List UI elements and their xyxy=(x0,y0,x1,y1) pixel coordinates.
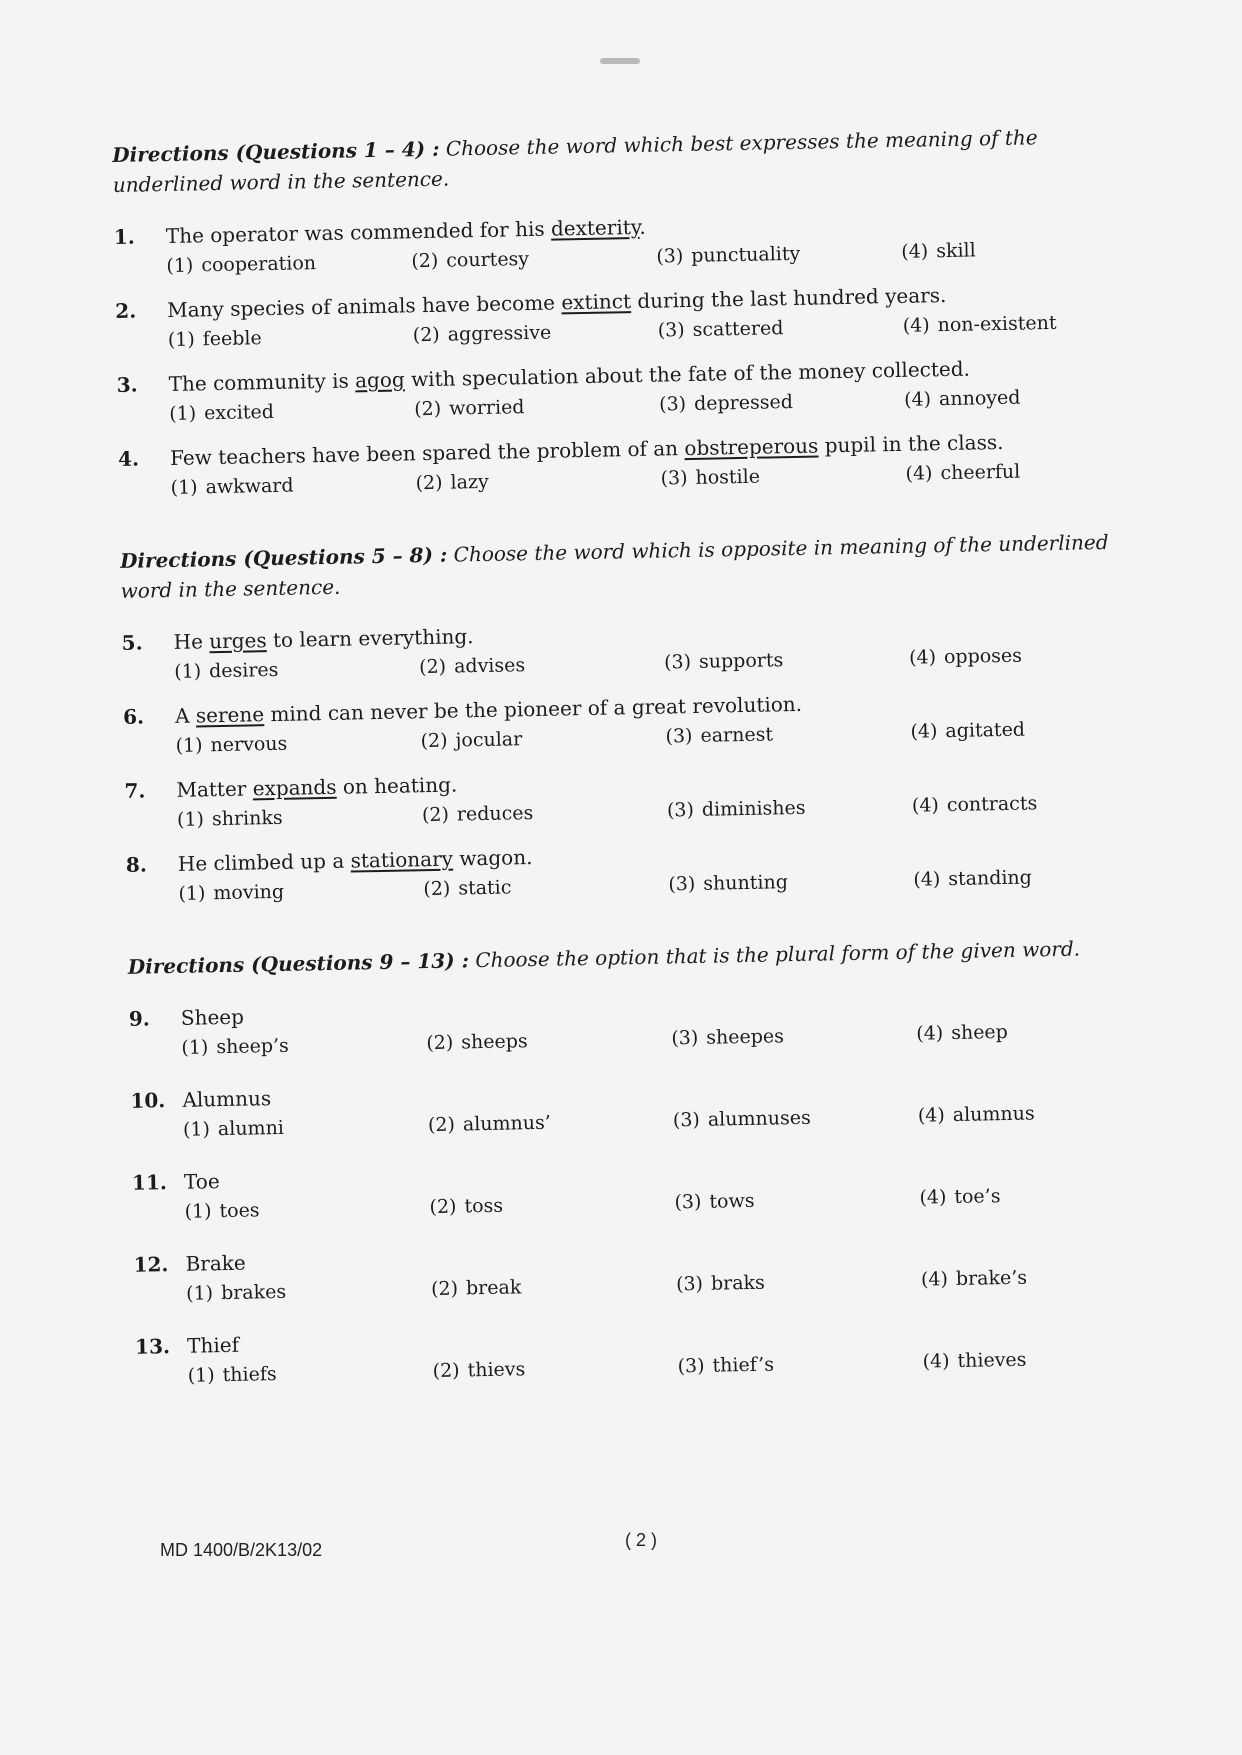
directions-title: Directions (Questions 1 – 4) : xyxy=(112,136,440,167)
option-3: (3) sheepes xyxy=(671,1025,785,1050)
option-2: (2) break xyxy=(430,1276,522,1301)
option-3: (3) depressed xyxy=(658,390,794,416)
option-3: (3) hostile xyxy=(660,465,761,490)
option-2: (2) thievs xyxy=(432,1358,526,1383)
option-4: (4) opposes xyxy=(908,644,1023,669)
option-3: (3) thief’s xyxy=(677,1353,775,1378)
question-10 xyxy=(130,1066,1161,1146)
option-2: (2) reduces xyxy=(421,802,534,827)
option-2: (2) worried xyxy=(414,396,525,421)
option-4: (4) skill xyxy=(901,239,976,263)
option-3: (3) alumnuses xyxy=(672,1106,811,1132)
question-3 xyxy=(116,350,1147,430)
question-7 xyxy=(124,756,1155,836)
option-4: (4) cheerful xyxy=(905,460,1021,485)
question-number: 3. xyxy=(116,372,138,397)
question-8 xyxy=(126,830,1157,910)
question-word: Alumnus xyxy=(182,1086,272,1112)
option-1: (1) feeble xyxy=(167,327,262,351)
question-1 xyxy=(114,202,1145,282)
question-number: 9. xyxy=(128,1006,150,1031)
option-4: (4) brake’s xyxy=(920,1266,1028,1291)
question-number: 2. xyxy=(115,298,137,323)
option-4: (4) annoyed xyxy=(903,386,1021,411)
question-5 xyxy=(121,608,1152,688)
option-2: (2) courtesy xyxy=(411,248,530,273)
option-2: (2) toss xyxy=(429,1194,504,1219)
question-content xyxy=(112,120,1166,1414)
question-text: The operator was commended for his dexterity. xyxy=(165,214,646,248)
directions-text: Choose the option that is the plural form of the given word. xyxy=(475,936,1081,973)
page-number: ( 2 ) xyxy=(625,1530,658,1550)
document-code: MD 1400/B/2K13/02 xyxy=(160,1540,323,1560)
underlined-word: expands xyxy=(252,774,337,801)
question-text: He urges to learn everything. xyxy=(173,624,474,654)
option-1: (1) toes xyxy=(184,1199,260,1223)
directions-section-1 xyxy=(112,120,1143,200)
option-1: (1) excited xyxy=(169,400,275,425)
option-1: (1) moving xyxy=(178,880,285,905)
option-2: (2) lazy xyxy=(415,470,489,495)
option-2: (2) sheeps xyxy=(426,1030,528,1055)
option-3: (3) shunting xyxy=(668,871,789,896)
option-2: (2) aggressive xyxy=(412,321,552,347)
question-word: Toe xyxy=(183,1169,220,1194)
question-9 xyxy=(129,984,1160,1064)
option-3: (3) braks xyxy=(675,1271,766,1296)
question-12 xyxy=(133,1230,1164,1310)
option-2: (2) alumnus’ xyxy=(427,1111,552,1137)
option-1: (1) thiefs xyxy=(187,1363,277,1387)
question-11 xyxy=(132,1148,1163,1228)
option-1: (1) shrinks xyxy=(176,806,283,831)
question-word: Sheep xyxy=(180,1004,245,1030)
option-4: (4) thieves xyxy=(922,1348,1027,1373)
option-2: (2) jocular xyxy=(420,728,523,753)
option-4: (4) toe’s xyxy=(919,1185,1001,1209)
option-1: (1) nervous xyxy=(175,732,288,757)
question-number: 1. xyxy=(113,224,135,249)
option-1: (1) alumni xyxy=(182,1116,285,1141)
question-word: Thief xyxy=(186,1332,240,1358)
option-1: (1) sheep’s xyxy=(181,1034,289,1059)
option-3: (3) scattered xyxy=(657,317,784,342)
directions-title: Directions (Questions 9 – 13) : xyxy=(127,948,470,979)
question-number: 11. xyxy=(131,1170,168,1195)
question-text: A serene mind can never be the pioneer of a great revolution. xyxy=(174,691,803,728)
option-4: (4) alumnus xyxy=(917,1102,1035,1127)
underlined-word: urges xyxy=(209,628,267,654)
question-text: The community is agog with speculation about the fate of the money collected. xyxy=(168,356,971,396)
option-3: (3) punctuality xyxy=(656,242,801,268)
option-3: (3) tows xyxy=(674,1189,755,1214)
underlined-word: serene xyxy=(195,702,265,728)
question-13 xyxy=(135,1312,1166,1392)
option-4: (4) standing xyxy=(913,866,1033,891)
question-2 xyxy=(115,276,1146,356)
question-number: 5. xyxy=(121,630,143,655)
question-number: 8. xyxy=(125,852,148,877)
directions-text: Choose the word which best expresses the meaning of the underlined word in the sentence. xyxy=(112,125,1038,197)
question-word: Brake xyxy=(185,1250,246,1276)
question-number: 7. xyxy=(124,778,146,803)
question-6 xyxy=(123,682,1154,762)
question-text: Few teachers have been spared the problem of an obstreperous pupil in the class. xyxy=(169,429,1004,470)
directions-text: Choose the word which is opposite in meaning of the underlined word in the sentence. xyxy=(120,529,1109,603)
question-text: Matter expands on heating. xyxy=(176,772,458,802)
option-4: (4) sheep xyxy=(916,1020,1009,1045)
scan-artifact xyxy=(600,58,640,64)
option-1: (1) cooperation xyxy=(166,252,317,277)
underlined-word: agog xyxy=(354,367,405,393)
option-3: (3) diminishes xyxy=(666,796,806,822)
option-1: (1) awkward xyxy=(170,474,294,499)
option-3: (3) earnest xyxy=(665,723,774,748)
question-number: 13. xyxy=(134,1334,171,1359)
option-1: (1) desires xyxy=(174,658,279,683)
question-number: 12. xyxy=(133,1252,169,1277)
option-4: (4) contracts xyxy=(911,792,1038,817)
option-2: (2) static xyxy=(423,876,512,901)
underlined-word: dexterity xyxy=(550,214,640,241)
question-text: Many species of animals have become extinct during the last hundred years. xyxy=(167,283,947,322)
option-2: (2) advises xyxy=(418,654,526,679)
underlined-word: obstreperous xyxy=(684,433,819,461)
directions-title: Directions (Questions 5 – 8) : xyxy=(119,542,448,573)
question-4 xyxy=(118,424,1149,504)
question-number: 10. xyxy=(130,1088,166,1113)
option-3: (3) supports xyxy=(663,649,784,674)
underlined-word: stationary xyxy=(350,846,454,873)
option-1: (1) brakes xyxy=(185,1280,287,1305)
option-4: (4) agitated xyxy=(910,718,1026,743)
option-4: (4) non-existent xyxy=(902,311,1057,337)
question-text: He climbed up a stationary wagon. xyxy=(177,845,533,876)
question-number: 4. xyxy=(117,446,140,471)
underlined-word: extinct xyxy=(561,289,632,315)
question-number: 6. xyxy=(122,704,145,729)
